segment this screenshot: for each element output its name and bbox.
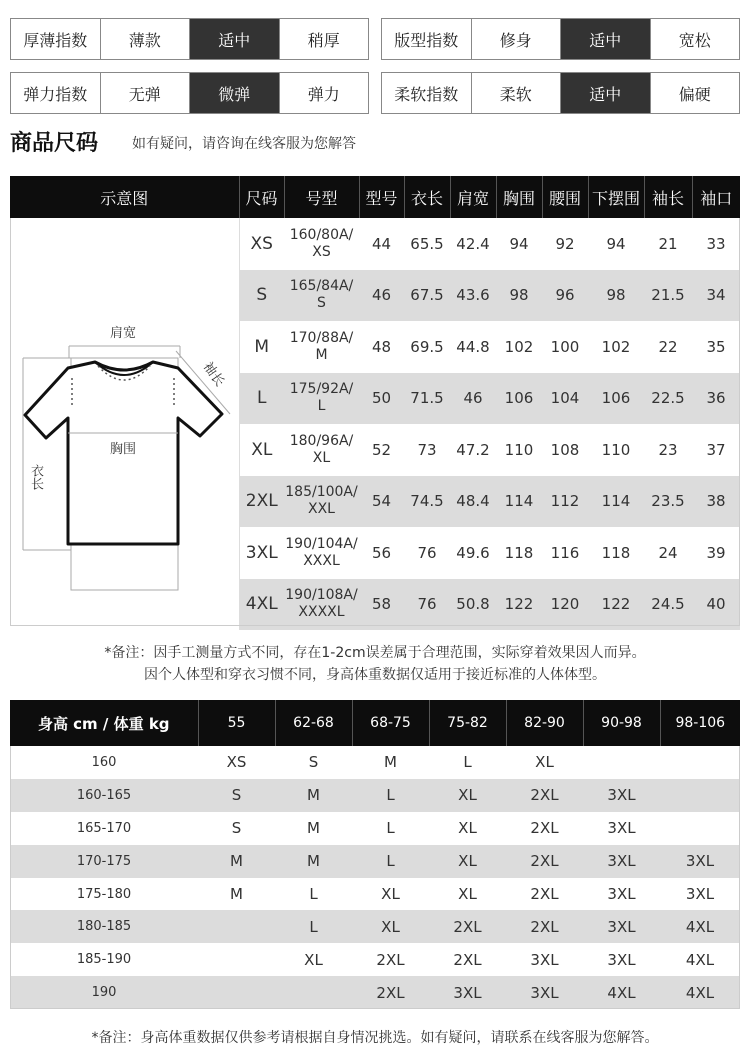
attr-elasticity: [10, 72, 369, 114]
cell-sleeve: 22: [658, 337, 678, 356]
cell-waist: 120: [542, 579, 588, 631]
col-header: 90-98: [583, 700, 660, 746]
cell-size: XL: [429, 845, 506, 878]
attr-label: 厚薄指数: [11, 19, 101, 59]
cell-size: L: [352, 779, 429, 812]
cell-size: 3XL: [245, 542, 278, 563]
code-line1: 185/100A/: [285, 484, 358, 501]
code-line2: M: [315, 346, 328, 363]
cell-size: 2XL: [530, 819, 559, 838]
cell-chest: 110: [504, 440, 534, 459]
col-header: 尺码: [239, 176, 284, 218]
cell-size: 3XL: [583, 845, 660, 878]
code-line2: XXXL: [303, 552, 340, 569]
code-line1: 180/96A/: [289, 432, 354, 449]
tshirt-outline-icon: [10, 218, 239, 626]
code-line1: 170/88A/: [289, 329, 354, 346]
cell-size: S: [198, 779, 275, 812]
cell-size: L: [239, 373, 284, 425]
cell-chest: 106: [496, 373, 542, 425]
cell-size: XS: [226, 753, 247, 772]
attr-option-selected: 适中: [561, 73, 651, 113]
cell-code: [284, 218, 359, 270]
cell-code: [284, 476, 359, 528]
cell-hem: 94: [606, 234, 626, 253]
attr-option: 柔软: [472, 73, 562, 113]
cell-hem: 98: [588, 270, 644, 322]
attr-label: 弹力指数: [11, 73, 101, 113]
cell-size: XL: [352, 910, 429, 943]
cell-shoulder: 42.4: [456, 234, 490, 253]
cell-cuff: 34: [692, 270, 740, 322]
cell-size: 2XL: [530, 885, 559, 903]
cell-size: S: [308, 753, 319, 772]
sleeve-label: 袖长: [199, 359, 227, 390]
col-header: 82-90: [506, 700, 583, 746]
cell-shoulder: 50.8: [450, 579, 496, 631]
cell-size: 4XL: [685, 950, 715, 969]
cell-waist: 116: [550, 543, 580, 562]
cell-size: L: [386, 819, 395, 838]
cell-size: M: [230, 885, 243, 903]
cell-size: XL: [458, 819, 477, 838]
table-row: [10, 878, 740, 911]
cell-code: [284, 424, 359, 476]
cell-length: 67.5: [404, 270, 450, 322]
cell-size: XL: [458, 885, 477, 903]
section-subtitle: 如有疑问，请咨询在线客服为您解答: [132, 136, 356, 152]
table-row: [10, 746, 740, 779]
cell-size: L: [309, 885, 318, 903]
cell-size: XL: [535, 753, 554, 772]
cell-size: 3XL: [583, 779, 660, 812]
cell-sleeve: 24: [658, 543, 678, 562]
cell-size: L: [352, 845, 429, 878]
cell-model: 44: [371, 234, 392, 253]
cell-model: 56: [371, 543, 392, 562]
cell-size: 4XL: [660, 910, 740, 943]
cell-height: 165-170: [76, 820, 132, 836]
col-header: 75-82: [429, 700, 506, 746]
attr-label: 柔软指数: [382, 73, 472, 113]
cell-height: 190: [10, 976, 198, 1009]
cell-size: 2XL: [506, 910, 583, 943]
cell-size: 4XL: [583, 976, 660, 1009]
cell-shoulder: 43.6: [450, 270, 496, 322]
cell-size: 3XL: [530, 950, 559, 969]
cell-height: 160-165: [10, 779, 198, 812]
cell-size: 2XL: [453, 950, 482, 969]
cell-hem: 114: [588, 476, 644, 528]
table-row: [10, 218, 740, 270]
col-header: 68-75: [352, 700, 429, 746]
cell-waist: 100: [550, 337, 580, 356]
code-line1: 160/80A/: [289, 226, 354, 243]
cell-chest: 114: [496, 476, 542, 528]
cell-size: 4XL: [660, 976, 740, 1009]
attr-option: 无弹: [101, 73, 191, 113]
cell-code: [284, 579, 359, 631]
cell-chest: 94: [509, 234, 529, 253]
table-row: [10, 845, 740, 878]
col-header: 98-106: [660, 700, 740, 746]
col-header: 下摆围: [588, 176, 644, 218]
cell-hem: 122: [588, 579, 644, 631]
height-weight-table: [10, 700, 740, 1009]
attr-label: 版型指数: [382, 19, 472, 59]
cell-size: XS: [250, 233, 273, 254]
col-header: 号型: [284, 176, 359, 218]
cell-shoulder: 48.4: [450, 476, 496, 528]
cell-length: 69.5: [410, 337, 444, 356]
cell-sleeve: 24.5: [644, 579, 692, 631]
cell-size: 2XL: [376, 950, 405, 969]
cell-cuff: 38: [692, 476, 740, 528]
code-line2: XL: [312, 449, 331, 466]
col-header: 示意图: [10, 176, 239, 218]
cell-length: 71.5: [404, 373, 450, 425]
cell-model: 52: [371, 440, 392, 459]
cell-cuff: 36: [692, 373, 740, 425]
attr-option-selected: 适中: [561, 19, 651, 59]
cell-height: 170-175: [10, 845, 198, 878]
section-title: 商品尺码: [10, 131, 99, 156]
size-table: [10, 176, 740, 630]
cell-model: 50: [359, 373, 404, 425]
code-line2: XXL: [308, 501, 335, 518]
cell-hem: 102: [601, 337, 631, 356]
cell-size: M: [307, 819, 320, 838]
cell-chest: 102: [504, 337, 534, 356]
cell-size: 3XL: [607, 950, 636, 969]
chest-label: 胸围: [110, 442, 137, 457]
cell-code: [284, 527, 359, 579]
cell-size: L: [275, 910, 352, 943]
cell-waist: 92: [555, 234, 575, 253]
cell-model: 48: [371, 337, 392, 356]
cell-size: 3XL: [506, 976, 583, 1009]
cell-size: M: [198, 845, 275, 878]
cell-size: 3XL: [685, 885, 715, 903]
cell-code: [284, 270, 359, 322]
cell-cuff: 39: [706, 543, 726, 562]
hw-table-header: [10, 700, 740, 746]
attr-option-selected: 适中: [190, 19, 280, 59]
cell-size: M: [384, 753, 397, 772]
cell-waist: 108: [550, 440, 580, 459]
cell-size: S: [231, 819, 242, 838]
cell-sleeve: 23.5: [644, 476, 692, 528]
cell-height: 175-180: [76, 886, 132, 902]
cell-size: 2XL: [352, 976, 429, 1009]
col-header: 胸围: [496, 176, 542, 218]
col-header: 袖口: [692, 176, 740, 218]
cell-shoulder: 47.2: [456, 440, 490, 459]
cell-waist: 96: [542, 270, 588, 322]
cell-size: XL: [251, 439, 273, 460]
attr-option: 修身: [472, 19, 562, 59]
attr-option: 弹力: [280, 73, 369, 113]
cell-size: M: [254, 336, 270, 357]
cell-sleeve: 22.5: [644, 373, 692, 425]
cell-size: 2XL: [239, 476, 284, 528]
cell-sleeve: 23: [658, 440, 678, 459]
cell-size: 2XL: [506, 779, 583, 812]
attr-thickness: [10, 18, 369, 60]
attr-softness: [381, 72, 740, 114]
cell-size: 3XL: [583, 910, 660, 943]
cell-size: 3XL: [607, 885, 636, 903]
code-line2: XS: [312, 243, 331, 260]
tshirt-diagram: [10, 218, 239, 630]
cell-cuff: 40: [692, 579, 740, 631]
code-line1: 165/84A/: [289, 278, 354, 295]
cell-size: L: [463, 753, 472, 772]
cell-size: XL: [429, 779, 506, 812]
code-line2: S: [317, 295, 326, 312]
cell-size: [660, 746, 740, 779]
cell-size: [660, 779, 740, 812]
cell-length: 76: [404, 579, 450, 631]
cell-size: XL: [304, 950, 323, 969]
col-header: 55: [198, 700, 275, 746]
cell-hem: 110: [601, 440, 631, 459]
col-header: 衣长: [404, 176, 450, 218]
attr-option: 偏硬: [651, 73, 740, 113]
cell-size: [275, 976, 352, 1009]
cell-hem: 118: [601, 543, 631, 562]
cell-size: M: [275, 845, 352, 878]
col-header: 62-68: [275, 700, 352, 746]
table-row: [10, 976, 740, 1009]
cell-model: 46: [359, 270, 404, 322]
code-line1: 175/92A/: [289, 381, 354, 398]
attr-option-selected: 微弹: [190, 73, 280, 113]
cell-height: 185-190: [76, 952, 132, 968]
cell-size: [660, 812, 740, 845]
cell-size: [198, 943, 275, 976]
table-row: [10, 812, 740, 845]
note-line-1: *备注：因手工测量方式不同，存在1-2cm误差属于合理范围，实际穿着效果因人而异。: [104, 645, 646, 661]
size-table-header: [10, 176, 740, 218]
col-header: 肩宽: [450, 176, 496, 218]
code-line2: L: [317, 398, 326, 415]
attr-option: 宽松: [651, 19, 740, 59]
table-row: [10, 943, 740, 976]
length-label: 衣长: [28, 464, 43, 490]
cell-size: 3XL: [660, 845, 740, 878]
cell-length: 65.5: [410, 234, 444, 253]
cell-size: 4XL: [239, 579, 284, 631]
cell-sleeve: 21.5: [644, 270, 692, 322]
attr-fit: [381, 18, 740, 60]
cell-model: 54: [359, 476, 404, 528]
cell-height: 160: [91, 754, 117, 770]
shoulder-label: 肩宽: [110, 326, 137, 341]
cell-sleeve: 21: [658, 234, 678, 253]
cell-length: 74.5: [404, 476, 450, 528]
code-line1: 190/108A/: [285, 587, 358, 604]
cell-size: 2XL: [429, 910, 506, 943]
cell-model: 58: [359, 579, 404, 631]
note-line-2: 因个人体型和穿衣习惯不同，身高体重数据仅适用于接近标准的人体体型。: [144, 667, 606, 683]
footer-note: *备注：身高体重数据仅供参考请根据自身情况挑选。如有疑问，请联系在线客服为您解答。: [91, 1030, 659, 1046]
code-line2: XXXXL: [298, 604, 345, 621]
cell-size: XL: [381, 885, 400, 903]
col-header: 身高 cm / 体重 kg: [10, 700, 198, 746]
cell-size: 3XL: [607, 819, 636, 838]
cell-length: 73: [417, 440, 437, 459]
cell-height: 180-185: [10, 910, 198, 943]
cell-size: [198, 910, 275, 943]
cell-code: [284, 373, 359, 425]
cell-waist: 112: [542, 476, 588, 528]
col-header: 型号: [359, 176, 404, 218]
cell-hem: 106: [588, 373, 644, 425]
cell-size: 3XL: [429, 976, 506, 1009]
cell-shoulder: 49.6: [456, 543, 490, 562]
cell-cuff: 33: [706, 234, 726, 253]
cell-code: [284, 321, 359, 373]
cell-shoulder: 46: [450, 373, 496, 425]
cell-size: M: [275, 779, 352, 812]
cell-cuff: 37: [706, 440, 726, 459]
cell-cuff: 35: [706, 337, 726, 356]
attr-option: 稍厚: [280, 19, 369, 59]
code-line1: 190/104A/: [285, 535, 358, 552]
table-row: [10, 910, 740, 943]
col-header: 袖长: [644, 176, 692, 218]
table-row: [10, 779, 740, 812]
attr-option: 薄款: [101, 19, 191, 59]
cell-chest: 122: [496, 579, 542, 631]
cell-waist: 104: [542, 373, 588, 425]
cell-chest: 118: [504, 543, 534, 562]
cell-size: [198, 976, 275, 1009]
cell-chest: 98: [496, 270, 542, 322]
cell-size: [583, 746, 660, 779]
col-header: 腰围: [542, 176, 588, 218]
cell-length: 76: [417, 543, 437, 562]
cell-size: S: [239, 270, 284, 322]
cell-size: 2XL: [506, 845, 583, 878]
cell-shoulder: 44.8: [456, 337, 490, 356]
